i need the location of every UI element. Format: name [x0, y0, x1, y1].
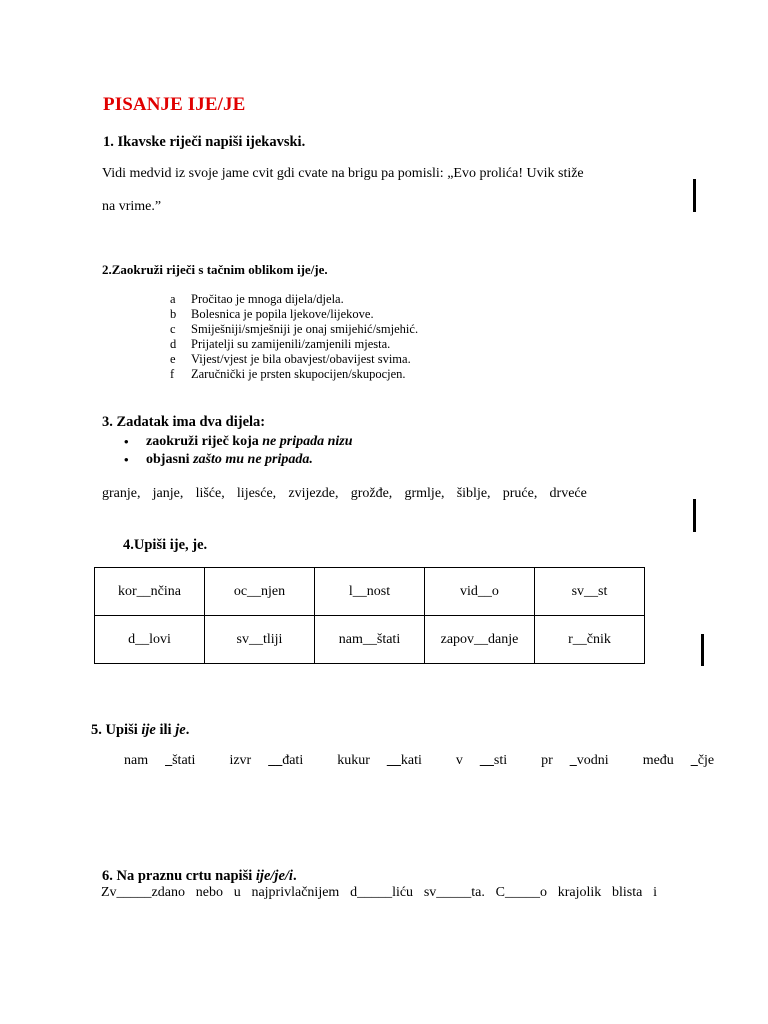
bullet-icon: •: [124, 452, 129, 467]
task2-list: [170, 292, 418, 382]
word: janje,: [152, 486, 184, 501]
list-item: e Vijest/vjest je bila obavjest/obavijest svima.: [170, 352, 411, 366]
word: izvr __đati: [229, 753, 304, 768]
word: pr _vodni: [541, 753, 609, 768]
change-bar: [701, 634, 704, 666]
word: grmlje,: [404, 486, 445, 501]
table-cell: sv__st: [535, 568, 645, 616]
word: zvijezde,: [288, 486, 339, 501]
word: krajolik: [557, 885, 602, 900]
table-cell: sv__tliji: [205, 616, 315, 664]
change-bar: [693, 499, 696, 532]
task1-line2: na vrime.”: [102, 199, 162, 214]
list-item: f Zaručnički je prsten skupocijen/skupocjen.: [170, 367, 406, 381]
word: Zv_____zdano: [101, 885, 185, 900]
word: najprivlačnijem: [251, 885, 340, 900]
table-row: [95, 616, 645, 664]
task3-word-list: [102, 486, 587, 502]
task5-word-list: [124, 753, 731, 769]
word: v __sti: [455, 753, 508, 768]
task3-heading: 3. Zadatak ima dva dijela:: [102, 414, 266, 430]
word: nam _štati: [124, 753, 196, 768]
task3-bullets: [124, 433, 353, 469]
word: grožđe,: [350, 486, 393, 501]
table-cell: kor__nčina: [95, 568, 205, 616]
task6-sentence: [101, 885, 657, 901]
table-cell: zapov__danje: [425, 616, 535, 664]
task6-heading: 6. Na praznu crtu napiši ije/je/i.: [102, 868, 297, 884]
table-row: [95, 568, 645, 616]
task1-heading: 1. Ikavske riječi napiši ijekavski.: [103, 134, 306, 150]
table-cell: vid__o: [425, 568, 535, 616]
list-item: • zaokruži riječ koja ne pripada nizu: [124, 434, 353, 449]
task1-line1: Vidi medvid iz svoje jame cvit gdi cvate na brigu pa pomisli: „Evo prolića! Uvik stiže: [102, 166, 584, 181]
page-title: PISANJE IJE/JE: [103, 94, 246, 115]
list-item: c Smiješniji/smješniji je onaj smijehić/smjehić.: [170, 322, 419, 336]
bullet-icon: •: [124, 434, 129, 449]
word: pruće,: [502, 486, 538, 501]
word: drveće: [549, 486, 587, 501]
word: lijesće,: [236, 486, 277, 501]
list-item: b Bolesnica je popila ljekove/lijekove.: [170, 307, 374, 321]
table-cell: l__nost: [315, 568, 425, 616]
word: nebo: [195, 885, 223, 900]
word: u: [233, 885, 241, 900]
task2-heading: 2.Zaokruži riječi s tačnim oblikom ije/je.: [102, 262, 328, 277]
task4-table: [94, 567, 645, 664]
word: blista: [612, 885, 643, 900]
word: sv_____ta.: [423, 885, 485, 900]
table-cell: r__čnik: [535, 616, 645, 664]
word: šiblje,: [456, 486, 491, 501]
table-cell: d__lovi: [95, 616, 205, 664]
word: među _čje: [642, 753, 715, 768]
word: kukur __kati: [337, 753, 422, 768]
table-cell: oc__njen: [205, 568, 315, 616]
word: d_____liću: [350, 885, 414, 900]
table-cell: nam__štati: [315, 616, 425, 664]
list-item: d Prijatelji su zamijenili/zamjenili mjesta.: [170, 337, 391, 351]
task5-heading: 5. Upiši ije ili je.: [91, 722, 190, 738]
word: i: [653, 885, 657, 900]
word: C_____o: [495, 885, 547, 900]
task4-heading: 4.Upiši ije, je.: [123, 537, 208, 553]
list-item: • objasni zašto mu ne pripada.: [124, 452, 313, 467]
list-item: a Pročitao je mnoga dijela/djela.: [170, 292, 344, 306]
word: granje,: [102, 486, 141, 501]
change-bar: [693, 179, 696, 212]
word: lišće,: [195, 486, 225, 501]
